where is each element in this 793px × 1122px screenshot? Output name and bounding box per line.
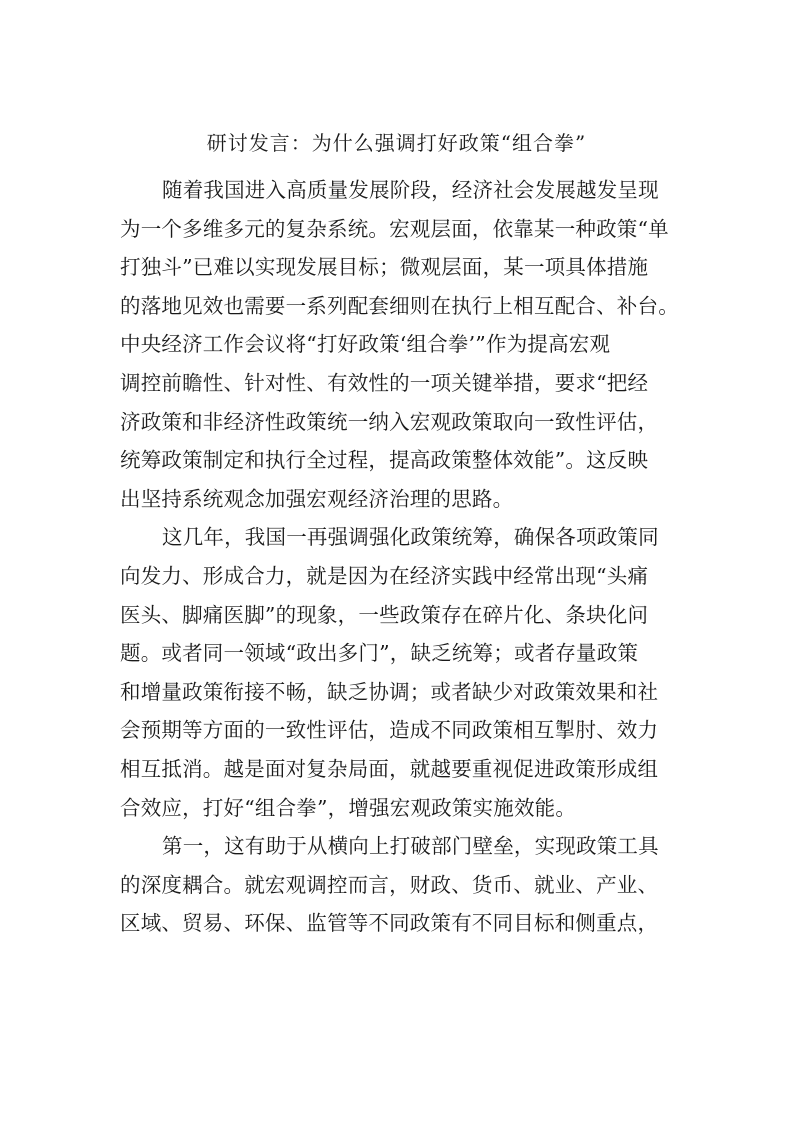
text-line: 医头、脚痛医脚”的现象，一些政策存在碎片化、条块化问 [120,602,649,627]
text-line: 向发力、形成合力，就是因为在经济实践中经常出现“头痛 [120,563,649,588]
text-line: 出坚持系统观念加强宏观经济治理的思路。 [120,486,514,511]
text-line: 为一个多维多元的复杂系统。宏观层面，依靠某一种政策“单 [120,216,669,241]
document-title: 研讨发言：为什么强调打好政策“组合拳” [206,131,587,155]
text-line: 调控前瞻性、针对性、有效性的一项关键举措，要求“把经 [120,370,649,395]
text-line: 区域、贸易、环保、监管等不同政策有不同目标和侧重点， [120,911,659,936]
text-line: 题。或者同一领域“政出多门”，缺乏统筹；或者存量政策 [120,641,639,666]
text-line: 合效应，打好“组合拳”，增强宏观政策实施效能。 [120,795,577,820]
text-line: 统筹政策制定和执行全过程，提高政策整体效能”。这反映 [120,448,649,473]
text-line: 的落地见效也需要一系列配套细则在执行上相互配合、补台。 [120,293,679,318]
text-line: 第一，这有助于从横向上打破部门壁垒，实现政策工具 [162,834,659,859]
text-line: 打独斗”已难以实现发展目标；微观层面，某一项具体措施 [120,255,649,280]
text-line: 随着我国进入高质量发展阶段，经济社会发展越发呈现 [162,178,659,202]
text-line: 会预期等方面的一致性评估，造成不同政策相互掣肘、效力 [120,718,659,743]
text-line: 中央经济工作会议将“打好政策‘组合拳’”作为提高宏观 [120,332,611,357]
text-line: 相互抵消。越是面对复杂局面，就越要重视促进政策形成组 [120,756,659,781]
text-line: 的深度耦合。就宏观调控而言，财政、货币、就业、产业、 [120,872,659,897]
text-line: 济政策和非经济性政策统一纳入宏观政策取向一致性评估， [120,409,659,434]
text-line: 这几年，我国一再强调强化政策统筹，确保各项政策同 [162,525,659,550]
document-body [120,171,690,943]
text-line: 和增量政策衔接不畅，缺乏协调；或者缺少对政策效果和社 [120,679,659,704]
